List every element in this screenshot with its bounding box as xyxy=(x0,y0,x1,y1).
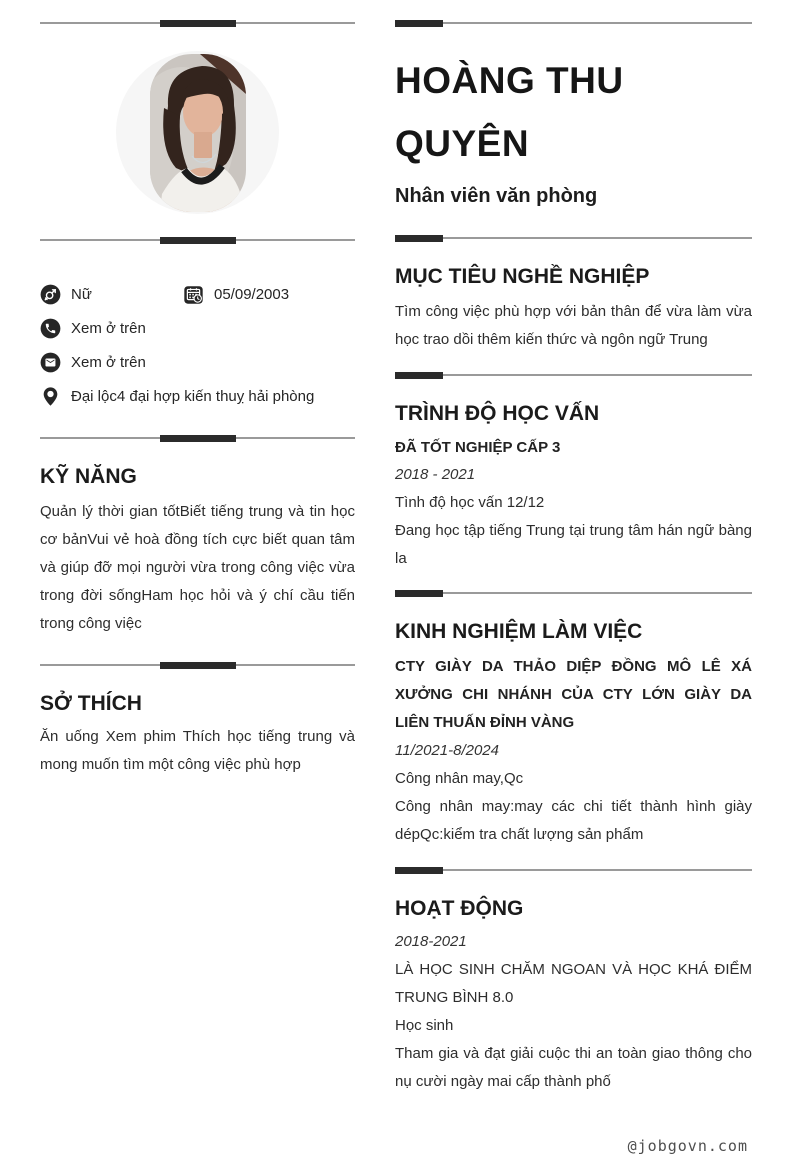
profile-photo-frame xyxy=(116,51,279,214)
divider xyxy=(395,20,752,27)
hobbies-body: Ăn uống Xem phim Thích học tiếng trung và mong muốn tìm một công việc phù hợp xyxy=(40,728,355,773)
activities-line: Tham gia và đạt giải cuộc thi an toàn giao thông cho nụ cười ngày mai cấp thành phố xyxy=(395,1045,752,1090)
activities-section-title: HOẠT ĐỘNG xyxy=(395,897,524,920)
activities-line: LÀ HỌC SINH CHĂM NGOAN VÀ HỌC KHÁ ĐIỂM TRUNG BÌNH 8.0 xyxy=(395,961,752,1006)
objective-section-title: MỤC TIÊU NGHỀ NGHIỆP xyxy=(395,265,650,288)
activities-period: 2018-2021 xyxy=(395,933,467,950)
education-degree: ĐÃ TỐT NGHIỆP CẤP 3 xyxy=(395,439,561,456)
candidate-name: HOÀNG THU QUYÊN xyxy=(395,60,624,164)
divider xyxy=(395,372,752,379)
address-value: Đại lộc4 đại hợp kiến thuỵ hải phòng xyxy=(71,387,315,405)
divider xyxy=(40,20,355,27)
site-watermark: @jobgovn.com xyxy=(627,1137,748,1155)
divider xyxy=(395,867,752,874)
contact-row xyxy=(40,379,355,413)
divider xyxy=(40,435,355,442)
hobbies-section-title: SỞ THÍCH xyxy=(40,692,142,715)
experience-company: CTY GIÀY DA THẢO DIỆP ĐỒNG MÔ LÊ XÁ XƯỞNG CHI NHÁNH CỦA CTY LỚN GIÀY DA LIÊN THUẤN ĐỈNH VÀNG xyxy=(395,658,752,731)
contact-row xyxy=(40,311,355,345)
gender-value: Nữ xyxy=(71,285,92,303)
education-line: Tình độ học vấn 12/12 xyxy=(395,494,545,511)
email-icon xyxy=(40,352,61,373)
phone-value: Xem ở trên xyxy=(71,319,146,337)
skills-section-title: KỸ NĂNG xyxy=(40,465,137,488)
experience-period: 11/2021-8/2024 xyxy=(395,742,499,759)
contact-row xyxy=(40,345,355,379)
divider xyxy=(395,590,752,597)
experience-section-title: KINH NGHIỆM LÀM VIỆC xyxy=(395,620,643,643)
right-column xyxy=(395,0,752,1096)
skills-body: Quản lý thời gian tốtBiết tiếng trung và tin học cơ bảnVui vẻ hoà đồng tích cực biết quan tâm và giúp đỡ mọi người vừa trong công việc vừa trong đời sốngHam học hỏi và ý chí cầu tiến trong công việc xyxy=(40,503,355,632)
divider xyxy=(40,662,355,669)
contact-info xyxy=(40,277,355,413)
job-title: Nhân viên văn phòng xyxy=(395,185,598,207)
location-icon xyxy=(40,386,61,407)
education-section-title: TRÌNH ĐỘ HỌC VẤN xyxy=(395,402,600,425)
birthdate-value: 05/09/2003 xyxy=(214,285,290,303)
profile-photo xyxy=(150,54,246,212)
objective-body: Tìm công việc phù hợp với bản thân để vừa làm vừa học trao dồi thêm kiến thức và ngôn ngữ Trung xyxy=(395,303,752,348)
experience-desc: Công nhân may:may các chi tiết thành hình giày dépQc:kiểm tra chất lượng sản phẩm xyxy=(395,798,752,843)
education-period: 2018 - 2021 xyxy=(395,466,476,483)
left-column xyxy=(40,0,355,779)
gender-icon xyxy=(40,284,61,305)
email-value: Xem ở trên xyxy=(71,353,146,371)
phone-icon xyxy=(40,318,61,339)
education-line: Đang học tập tiếng Trung tại trung tâm hán ngữ bàng la xyxy=(395,522,752,567)
contact-row xyxy=(40,277,355,311)
divider xyxy=(40,237,355,244)
divider xyxy=(395,235,752,242)
experience-role: Công nhân may,Qc xyxy=(395,770,524,787)
calendar-icon xyxy=(183,284,204,305)
activities-line: Học sinh xyxy=(395,1017,454,1034)
